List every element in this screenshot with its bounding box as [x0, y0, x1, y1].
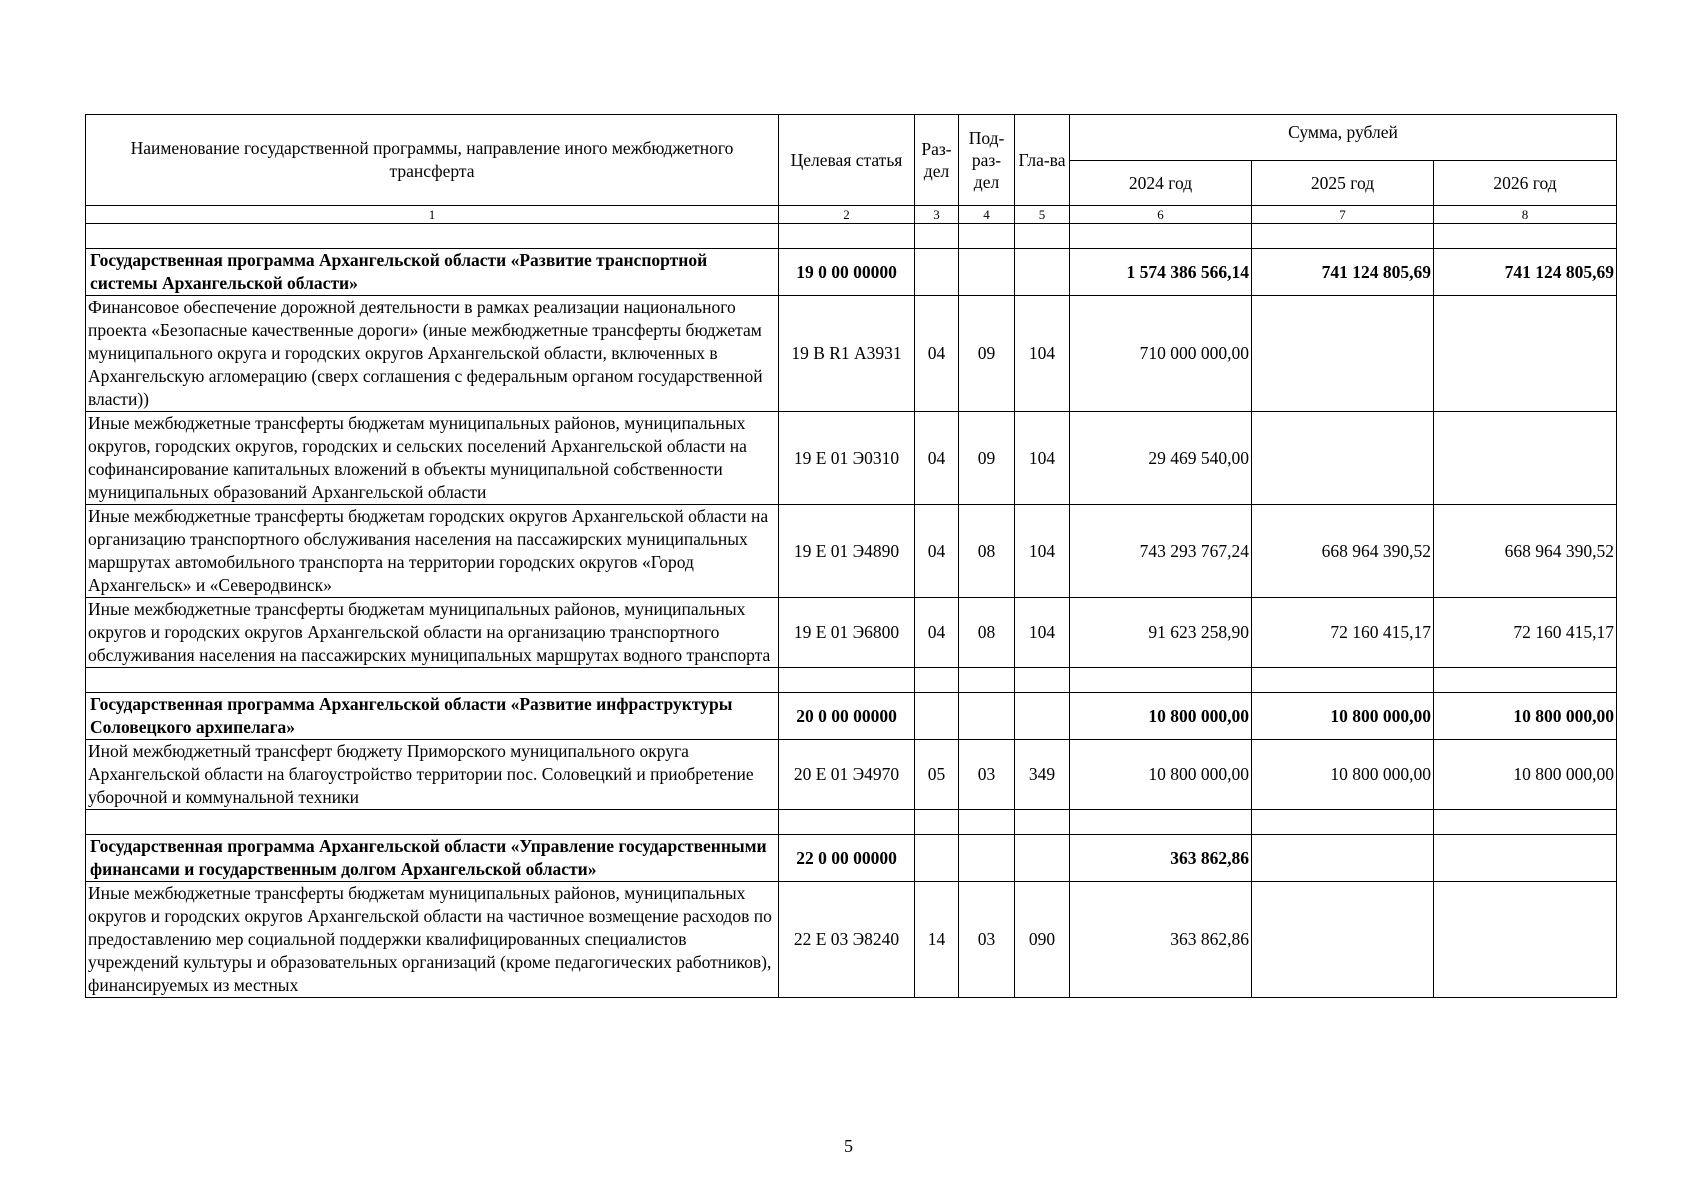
transfer-name: Иные межбюджетные трансферты бюджетам городских округов Архангельской области на организацию транспортного обслуживания населения на пассажирских муниципальных маршрутах автомобильного транспорта на территории городских округов «Город Архангельск» и «Северодвинск»	[86, 505, 779, 598]
sum-2025: 10 800 000,00	[1252, 693, 1434, 740]
target-article: 20 0 00 00000	[779, 693, 915, 740]
subsection-code: 08	[959, 598, 1015, 668]
col-header-chapter: Гла-ва	[1015, 115, 1070, 206]
sum-2026	[1434, 882, 1617, 998]
spacer-row	[86, 668, 1617, 693]
table-row	[86, 598, 1617, 668]
spacer-row	[86, 224, 1617, 249]
subsection-code: 03	[959, 740, 1015, 810]
table-row	[86, 740, 1617, 810]
col-header-article: Целевая статья	[779, 115, 915, 206]
sum-2025: 72 160 415,17	[1252, 598, 1434, 668]
subsection-code: 03	[959, 882, 1015, 998]
sum-2026: 741 124 805,69	[1434, 249, 1617, 296]
sum-2024: 710 000 000,00	[1070, 296, 1252, 412]
target-article: 19 Е 01 Э0310	[779, 412, 915, 505]
column-number-row	[86, 206, 1617, 224]
chapter-code: 104	[1015, 505, 1070, 598]
subsection-code: 08	[959, 505, 1015, 598]
target-article: 20 Е 01 Э4970	[779, 740, 915, 810]
sum-2024: 363 862,86	[1070, 882, 1252, 998]
program-name: Государственная программа Архангельской области «Развитие инфраструктуры Соловецкого архипелага»	[86, 693, 779, 740]
sum-2026: 10 800 000,00	[1434, 693, 1617, 740]
target-article: 19 0 00 00000	[779, 249, 915, 296]
table-row	[86, 412, 1617, 505]
program-name: Государственная программа Архангельской области «Развитие транспортной системы Архангельской области»	[86, 249, 779, 296]
column-number: 8	[1434, 206, 1617, 224]
col-header-name: Наименование государственной программы, направление иного межбюджетного трансферта	[86, 115, 779, 206]
col-header-year-2025: 2025 год	[1252, 161, 1434, 206]
transfer-name: Финансовое обеспечение дорожной деятельности в рамках реализации национального проекта «Безопасные качественные дороги» (иные межбюджетные трансферты бюджетам муниципального округа и городских округов Архангельской области, включенных в Архангельскую агломерацию (сверх соглашения с федеральным органом государственной власти))	[86, 296, 779, 412]
sum-2025	[1252, 412, 1434, 505]
section-code	[915, 835, 959, 882]
column-number: 2	[779, 206, 915, 224]
section-code: 04	[915, 598, 959, 668]
sum-2024: 363 862,86	[1070, 835, 1252, 882]
chapter-code: 349	[1015, 740, 1070, 810]
table-row	[86, 505, 1617, 598]
col-header-section: Раз-дел	[915, 115, 959, 206]
section-code	[915, 249, 959, 296]
col-header-sum: Сумма, рублей	[1070, 115, 1617, 161]
sum-2026	[1434, 296, 1617, 412]
subsection-code: 09	[959, 296, 1015, 412]
subsection-code	[959, 835, 1015, 882]
subsection-code: 09	[959, 412, 1015, 505]
column-number: 5	[1015, 206, 1070, 224]
budget-table	[85, 114, 1617, 998]
chapter-code: 104	[1015, 598, 1070, 668]
sum-2026	[1434, 835, 1617, 882]
transfer-name: Иные межбюджетные трансферты бюджетам муниципальных районов, муниципальных округов и городских округов Архангельской области на организацию транспортного обслуживания населения на пассажирских муниципальных маршрутах водного транспорта	[86, 598, 779, 668]
section-code: 14	[915, 882, 959, 998]
program-name: Государственная программа Архангельской области «Управление государственными финансами и государственным долгом Архангельской области»	[86, 835, 779, 882]
sum-2024: 91 623 258,90	[1070, 598, 1252, 668]
sum-2024: 1 574 386 566,14	[1070, 249, 1252, 296]
transfer-name: Иные межбюджетные трансферты бюджетам муниципальных районов, муниципальных округов и городских округов Архангельской области на частичное возмещение расходов по предоставлению мер социальной поддержки квалифицированных специалистов учреждений культуры и образовательных организаций (кроме педагогических работников), финансируемых из местных	[86, 882, 779, 998]
table-row	[86, 296, 1617, 412]
col-header-year-2026: 2026 год	[1434, 161, 1617, 206]
subsection-code	[959, 249, 1015, 296]
sum-2025: 668 964 390,52	[1252, 505, 1434, 598]
program-row	[86, 693, 1617, 740]
chapter-code	[1015, 249, 1070, 296]
spacer-row	[86, 810, 1617, 835]
program-row	[86, 249, 1617, 296]
target-article: 19 В R1 А3931	[779, 296, 915, 412]
chapter-code: 104	[1015, 296, 1070, 412]
column-number: 1	[86, 206, 779, 224]
section-code: 04	[915, 505, 959, 598]
transfer-name: Иной межбюджетный трансферт бюджету Приморского муниципального округа Архангельской области на благоустройство территории пос. Соловецкий и приобретение уборочной и коммунальной техники	[86, 740, 779, 810]
chapter-code: 104	[1015, 412, 1070, 505]
target-article: 22 0 00 00000	[779, 835, 915, 882]
column-number: 6	[1070, 206, 1252, 224]
sum-2024: 29 469 540,00	[1070, 412, 1252, 505]
table-row	[86, 882, 1617, 998]
chapter-code	[1015, 693, 1070, 740]
subsection-code	[959, 693, 1015, 740]
target-article: 19 Е 01 Э6800	[779, 598, 915, 668]
column-number: 7	[1252, 206, 1434, 224]
sum-2024: 10 800 000,00	[1070, 693, 1252, 740]
section-code	[915, 693, 959, 740]
sum-2026: 72 160 415,17	[1434, 598, 1617, 668]
sum-2025: 741 124 805,69	[1252, 249, 1434, 296]
chapter-code	[1015, 835, 1070, 882]
sum-2025	[1252, 882, 1434, 998]
sum-2025	[1252, 835, 1434, 882]
sum-2026	[1434, 412, 1617, 505]
sum-2026: 668 964 390,52	[1434, 505, 1617, 598]
column-number: 3	[915, 206, 959, 224]
col-header-subsection: Под-раз-дел	[959, 115, 1015, 206]
header-row-top	[86, 115, 1617, 161]
column-number: 4	[959, 206, 1015, 224]
program-row	[86, 835, 1617, 882]
target-article: 19 Е 01 Э4890	[779, 505, 915, 598]
transfer-name: Иные межбюджетные трансферты бюджетам муниципальных районов, муниципальных округов, городских округов, городских и сельских поселений Архангельской области на софинансирование капитальных вложений в объекты муниципальной собственности муниципальных образований Архангельской области	[86, 412, 779, 505]
col-header-year-2024: 2024 год	[1070, 161, 1252, 206]
chapter-code: 090	[1015, 882, 1070, 998]
target-article: 22 Е 03 Э8240	[779, 882, 915, 998]
sum-2026: 10 800 000,00	[1434, 740, 1617, 810]
sum-2025: 10 800 000,00	[1252, 740, 1434, 810]
section-code: 04	[915, 412, 959, 505]
section-code: 05	[915, 740, 959, 810]
sum-2025	[1252, 296, 1434, 412]
section-code: 04	[915, 296, 959, 412]
sum-2024: 743 293 767,24	[1070, 505, 1252, 598]
sum-2024: 10 800 000,00	[1070, 740, 1252, 810]
page-number: 5	[844, 1136, 853, 1156]
